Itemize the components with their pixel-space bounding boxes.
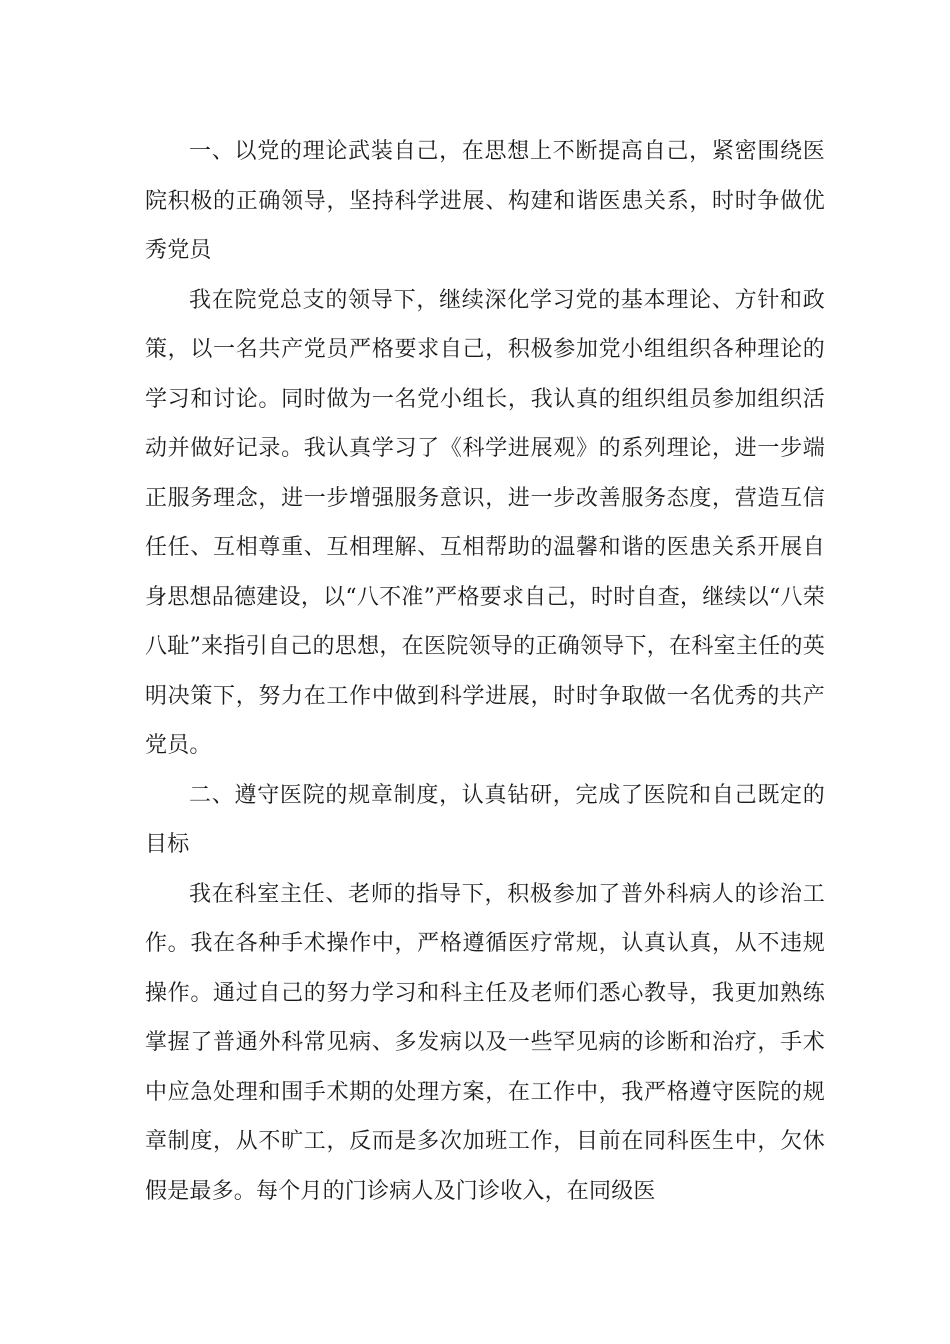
section-heading-2: 二、遵守医院的规章制度，认真钻研，完成了医院和自己既定的目标 [145, 782, 825, 857]
document-body [145, 127, 825, 1216]
paragraph-1: 我在院党总支的领导下，继续深化学习党的基本理论、方针和政策，以一名共产党员严格要求自己，积极参加党小组组织各种理论的学习和讨论。同时做为一名党小组长，我认真的组织组员参加组织活动并做好记录。我认真学习了《科学进展观》的系列理论，进一步端正服务理念，进一步增强服务意识，进一步改善服务态度，营造互信任任、互相尊重、互相理解、互相帮助的温馨和谐的医患关系开展自身思想品德建设，以“八不准”严格要求自己，时时自查，继续以“八荣八耻”来指引自己的思想，在医院领导的正确领导下，在科室主任的英明决策下，努力在工作中做到科学进展，时时争取做一名优秀的共产党员。 [145, 287, 825, 758]
paragraph-2: 我在科室主任、老师的指导下，积极参加了普外科病人的诊治工作。我在各种手术操作中，严格遵循医疗常规，认真认真，从不违规操作。通过自己的努力学习和科主任及老师们悉心教导，我更加熟练掌握了普通外科常见病、多发病以及一些罕见病的诊断和治疗，手术中应急处理和围手术期的处理方案，在工作中，我严格遵守医院的规章制度，从不旷工，反而是多次加班工作，目前在同科医生中，欠休假是最多。每个月的门诊病人及门诊收入，在同级医 [145, 881, 825, 1204]
section-heading-1: 一、以党的理论武装自己，在思想上不断提高自己，紧密围绕医院积极的正确领导，坚持科学进展、构建和谐医患关系，时时争做优秀党员 [145, 139, 825, 263]
